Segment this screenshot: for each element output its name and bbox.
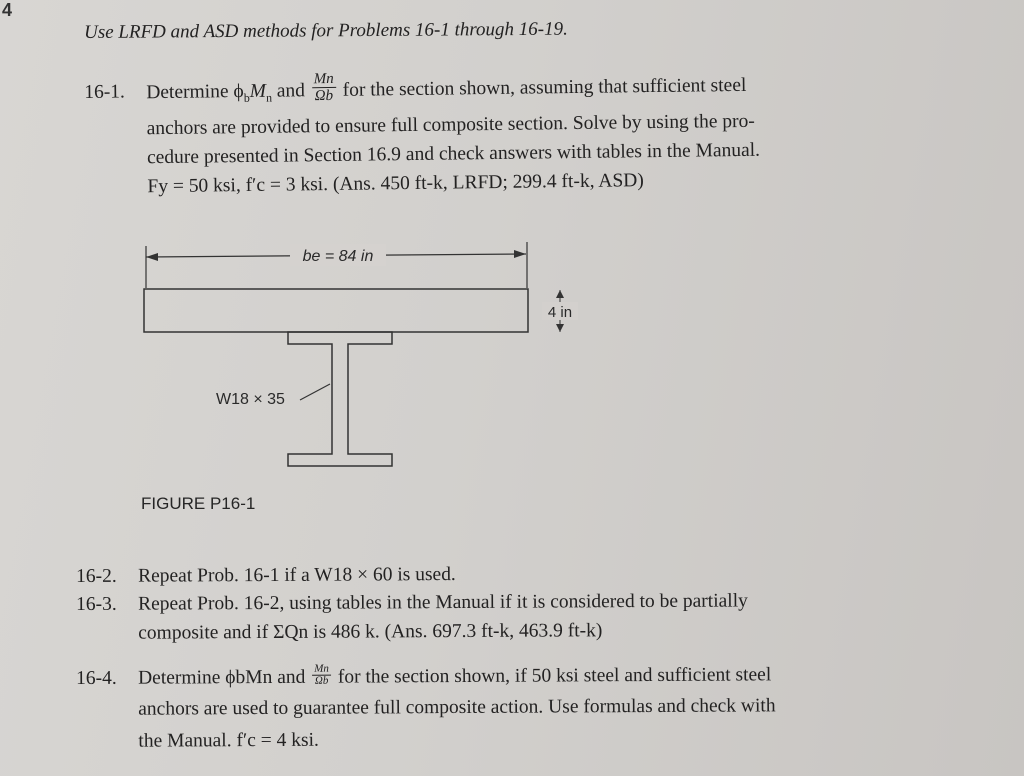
composite-section-figure <box>130 232 600 492</box>
problem-number: 16-4. <box>76 667 117 689</box>
effective-width-label: be = 84 in <box>302 248 374 265</box>
moment-ratio-fraction: $\frac{Mn}{\Omega b}$ <box>312 71 336 104</box>
thickness-arrow-bottom <box>556 324 564 332</box>
leader-line <box>300 384 330 400</box>
problem-line-1: Determine ϕbMn and $\frac{Mn}{\Omega b}$ for the section shown, if 50 ksi steel and sufficient steel <box>138 662 772 689</box>
problem-16-3 <box>76 585 976 650</box>
slab-thickness-label: 4 in <box>547 304 573 321</box>
problem-line-3: the Manual. f′c = 4 ksi. <box>138 729 319 752</box>
thickness-arrow-top <box>556 290 564 298</box>
problem-line-2: anchors are provided to ensure full composite section. Solve by using the pro- <box>146 110 755 140</box>
problem-number: 16-3. <box>76 593 117 615</box>
concrete-slab <box>144 289 528 332</box>
right-arrowhead <box>514 250 526 258</box>
problem-text: Repeat Prob. 16-1 if a W18 × 60 is used. <box>138 564 456 587</box>
problem-line-1: Repeat Prob. 16-2, using tables in the Manual if it is considered to be partially <box>138 590 748 615</box>
problem-number: 16-2. <box>76 565 117 587</box>
problem-line-3: cedure presented in Section 16.9 and check answers with tables in the Manual. <box>146 139 761 169</box>
problem-number: 16-1. <box>84 81 126 103</box>
beam-section-label: W18 × 35 <box>216 391 285 408</box>
problem-line-2: anchors are used to guarantee full composite action. Use formulas and check with <box>138 695 776 720</box>
problem-line-1: Determine $\phi_bM_n$ and $\frac{Mn}{\Omega b}$ for the section shown, assuming that sufficient steel <box>146 70 747 105</box>
w-steel-beam <box>288 332 392 466</box>
left-arrowhead <box>146 253 158 261</box>
section-instruction: Use LRFD and ASD methods for Problems 16-1 through 16-19. <box>84 18 568 43</box>
moment-ratio-fraction: $\frac{Mn}{\Omega b}$ <box>312 664 331 687</box>
page-number-fragment: 4 <box>2 0 13 20</box>
figure-caption: FIGURE P16-1 <box>141 494 256 513</box>
problem-16-1 <box>84 61 946 201</box>
problem-line-4: Fy = 50 ksi, f′c = 3 ksi. (Ans. 450 ft-k, LRFD; 299.4 ft-k, ASD) <box>147 170 644 198</box>
problem-line-2: composite and if ΣQn is 486 k. (Ans. 697.3 ft-k, 463.9 ft-k) <box>138 620 603 644</box>
problem-16-4 <box>76 659 977 764</box>
